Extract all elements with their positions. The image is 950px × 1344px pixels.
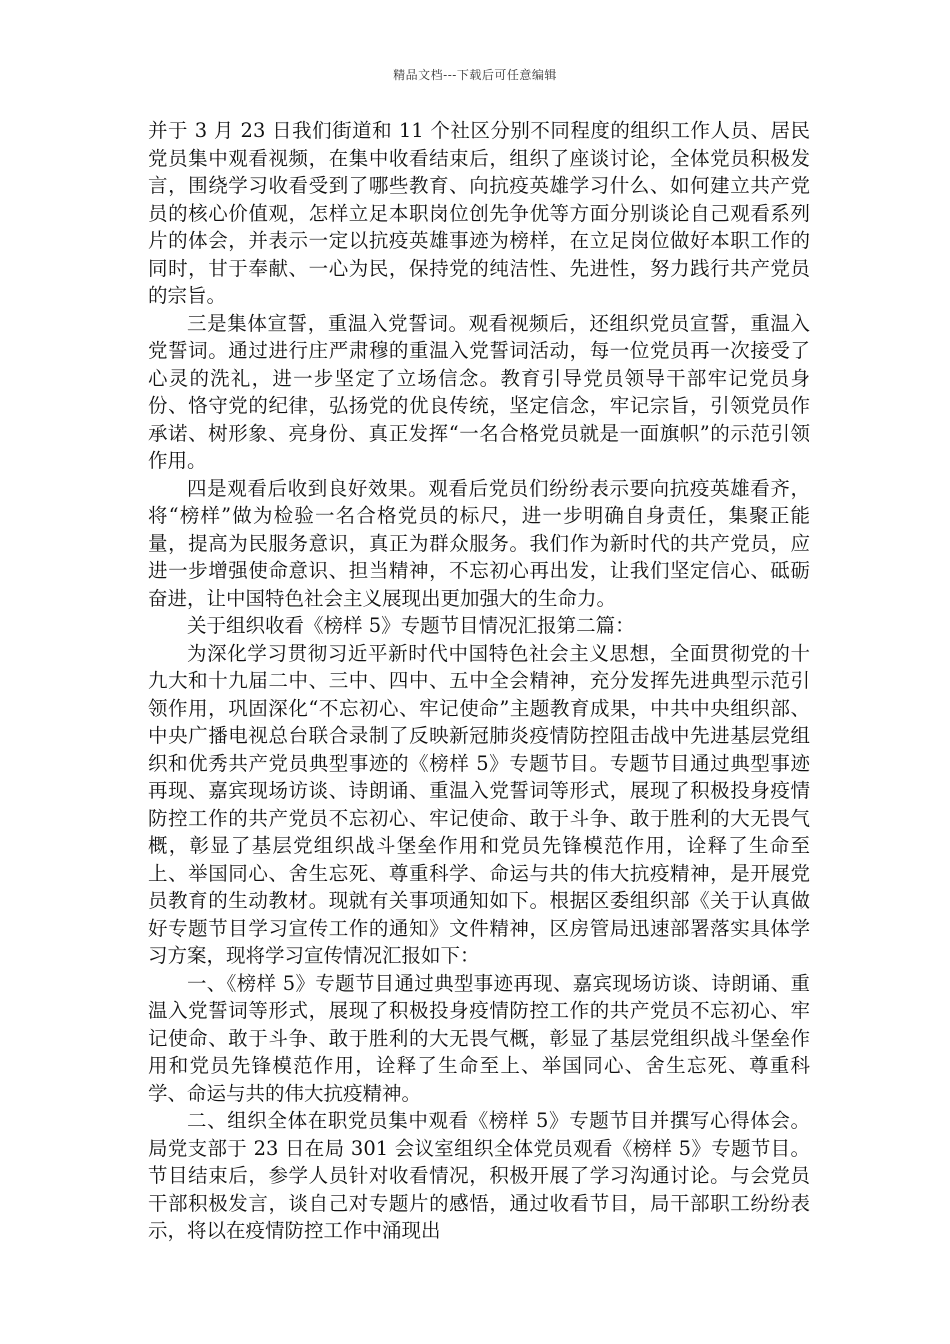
paragraph-item-one: 一、《榜样 5》专题节目通过典型事迹再现、嘉宾现场访谈、诗朗诵、重温入党誓词等形式，展现了积极投身疫情防控工作的共产党员不忘初心、牢记使命、敢于斗争、敢于胜利的大无畏气概，彰显了基层党组织战斗堡垒作用和党员先锋模范作用，诠释了生命至上、举国同心、舍生忘死、尊重科学、命运与共的伟大抗疫精神。 (148, 971, 810, 1105)
page-header: 精品文档---下载后可任意编辑 (393, 68, 557, 82)
paragraph-item-two: 二、组织全体在职党员集中观看《榜样 5》专题节目并撰写心得体会。局党支部于 23 日在局 301 会议室组织全体党员观看《榜样 5》专题节目。节目结束后，参学人员针对收看情况，积极开展了学习沟通讨论。与会党员干部积极发言，谈自己对专题片的感悟，通过收看节目，局干部职工纷纷表示，将以在疫情防控工作中涌现出 (148, 1109, 810, 1242)
section-heading: 关于组织收看《榜样 5》专题节目情况汇报第二篇： (187, 614, 635, 637)
document-body (148, 117, 810, 1245)
paragraph-oath: 三是集体宣誓，重温入党誓词。观看视频后，还组织党员宣誓，重温入党誓词。通过进行庄严肃穆的重温入党誓词活动，每一位党员再一次接受了心灵的洗礼，进一步坚定了立场信念。教育引导党员领导干部牢记党员身份、恪守党的纪律，弘扬党的优良传统，坚定信念，牢记宗旨，引领党员作承诺、树形象、亮身份、真正发挥“一名合格党员就是一面旗帜”的示范引领作用。 (148, 311, 810, 472)
paragraph-continuation: 并于 3 月 23 日我们街道和 11 个社区分别不同程度的组织工作人员、居民党员集中观看视频，在集中收看结束后，组织了座谈讨论，全体党员积极发言，围绕学习收看受到了哪些教育、向抗疫英雄学习什么、如何建立共产党员的核心价值观，怎样立足本职岗位创先争优等方面分别谈论自己观看系列片的体会，并表示一定以抗疫英雄事迹为榜样，在立足岗位做好本职工作的同时，甘于奉献、一心为民，保持党的纯洁性、先进性，努力践行共产党员的宗旨。 (148, 119, 810, 307)
paragraph-effects: 四是观看后收到良好效果。观看后党员们纷纷表示要向抗疫英雄看齐，将“榜样”做为检验一名合格党员的标尺，进一步明确自身责任，集聚正能量，提高为民服务意识，真正为群众服务。我们作为新时代的共产党员，应进一步增强使命意识、担当精神，不忘初心再出发，让我们坚定信心、砥砺奋进，让中国特色社会主义展现出更加强大的生命力。 (148, 476, 810, 610)
paragraph-intro: 为深化学习贯彻习近平新时代中国特色社会主义思想，全面贯彻党的十九大和十九届二中、三中、四中、五中全会精神，充分发挥先进典型示范引领作用，巩固深化“不忘初心、牢记使命”主题教育成果，中共中央组织部、中央广播电视总台联合录制了反映新冠肺炎疫情防控阻击战中先进基层党组织和优秀共产党员典型事迹的《榜样 5》专题节目。专题节目通过典型事迹再现、嘉宾现场访谈、诗朗诵、重温入党誓词等形式，展现了积极投身疫情防控工作的共产党员不忘初心、牢记使命、敢于斗争、敢于胜利的大无畏气概，彰显了基层党组织战斗堡垒作用和党员先锋模范作用，诠释了生命至上、举国同心、舍生忘死、尊重科学、命运与共的伟大抗疫精神，是开展党员教育的生动教材。现就有关事项通知如下。根据区委组织部《关于认真做好专题节目学习宣传工作的通知》文件精神，区房管局迅速部署落实具体学习方案，现将学习宣传情况汇报如下： (148, 641, 810, 967)
